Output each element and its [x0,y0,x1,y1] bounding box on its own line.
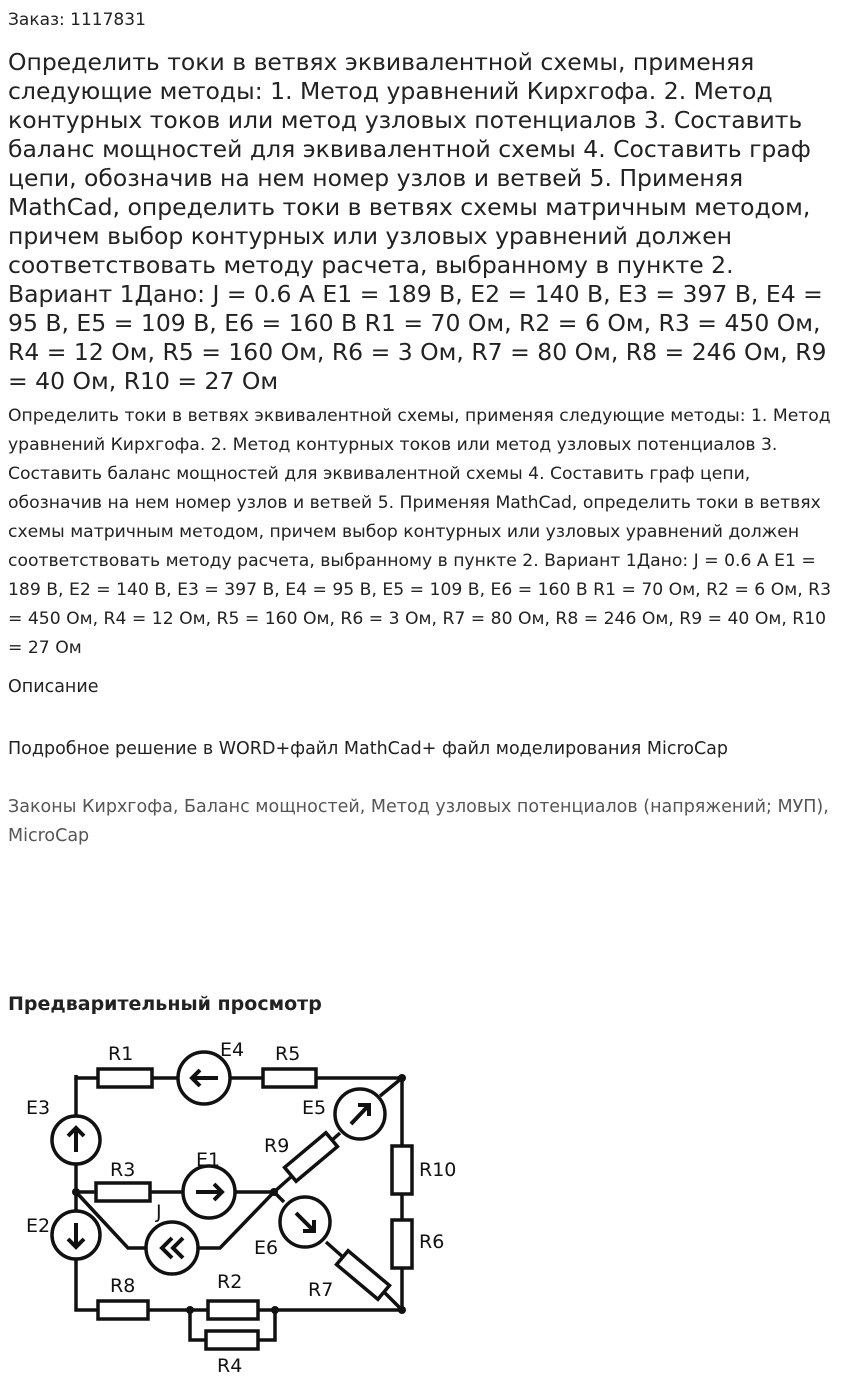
description-heading: Описание [8,677,99,697]
label-r4: R4 [217,1355,243,1377]
order-number: Заказ: 1117831 [8,10,146,30]
label-r6: R6 [419,1231,445,1253]
solution-detail: Подробное решение в WORD+файл MathCad+ файл моделирования MicroCap [8,739,729,759]
resistor-r7 [337,1251,390,1299]
label-r10: R10 [419,1159,457,1181]
resistor-r9 [285,1133,338,1181]
resistor-r10 [392,1146,412,1194]
resistor-r5 [263,1069,316,1087]
page-title: Определить токи в ветвях эквивалентной схемы, применяя следующие методы: 1. Метод уравнений Кирхгофа. 2. Метод контурных токов или метод узловых потенциалов 3. Составить баланс мощностей для эквивалентной схемы 4. Составить граф цепи, обозначив на нем номер узлов и ветвей 5. Применяя MathCad, определить токи в ветвях схемы матричным методом, причем выбор контурных или узловых уравнений должен соответствовать методу расчета, выбранному в пункте 2. Вариант 1Дано: J = 0.6 А E1 = 189 В, E2 = 140 В, E3 = 397 В, E4 = 95 В, E5 = 109 В, E6 = 160 В R1 = 70 Ом, R2 = 6 Ом, R3 = 450 Ом, R4 = 12 Ом, R5 = 160 Ом, R6 = 3 Ом, R7 = 80 Ом, R8 = 246 Ом, R9 = 40 Ом, R10 = 27 Ом [8,48,827,395]
label-e4: E4 [220,1039,245,1061]
resistor-r3 [96,1183,150,1201]
label-r2: R2 [217,1271,243,1293]
preview-heading: Предварительный просмотр [8,993,322,1015]
label-e2: E2 [26,1215,51,1237]
label-r5: R5 [275,1043,301,1065]
resistor-r2 [208,1301,258,1319]
resistor-r4 [206,1331,258,1349]
tags-list: Законы Кирхгофа, Баланс мощностей, Метод узловых потенциалов (напряжений; МУП), MicroCap [8,797,829,846]
resistor-r6 [392,1220,412,1268]
label-e6: E6 [254,1237,279,1259]
label-e5: E5 [302,1097,327,1119]
label-r3: R3 [110,1159,136,1181]
label-r7: R7 [308,1279,334,1301]
label-e1: E1 [196,1149,221,1171]
label-r1: R1 [108,1043,134,1065]
task-description: Определить токи в ветвях эквивалентной схемы, применяя следующие методы: 1. Метод уравнений Кирхгофа. 2. Метод контурных токов или метод узловых потенциалов 3. Составить баланс мощностей для эквивалентной схемы 4. Составить граф цепи, обозначив на нем номер узлов и ветвей 5. Применяя MathCad, определить токи в ветвях схемы матричным методом, причем выбор контурных или узловых уравнений должен соответствовать методу расчета, выбранному в пункте 2. Вариант 1Дано: J = 0.6 А E1 = 189 В, E2 = 140 В, E3 = 397 В, E4 = 95 В, E5 = 109 В, E6 = 160 В R1 = 70 Ом, R2 = 6 Ом, R3 = 450 Ом, R4 = 12 Ом, R5 = 160 Ом, R6 = 3 Ом, R7 = 80 Ом, R8 = 246 Ом, R9 = 40 Ом, R10 = 27 Ом [8,406,832,658]
label-r8: R8 [110,1275,136,1297]
resistor-r8 [98,1301,148,1319]
resistor-r1 [98,1069,152,1087]
label-r9: R9 [264,1135,290,1157]
label-j: J [156,1201,162,1223]
label-e3: E3 [26,1097,51,1119]
circuit-schematic [10,1030,470,1390]
